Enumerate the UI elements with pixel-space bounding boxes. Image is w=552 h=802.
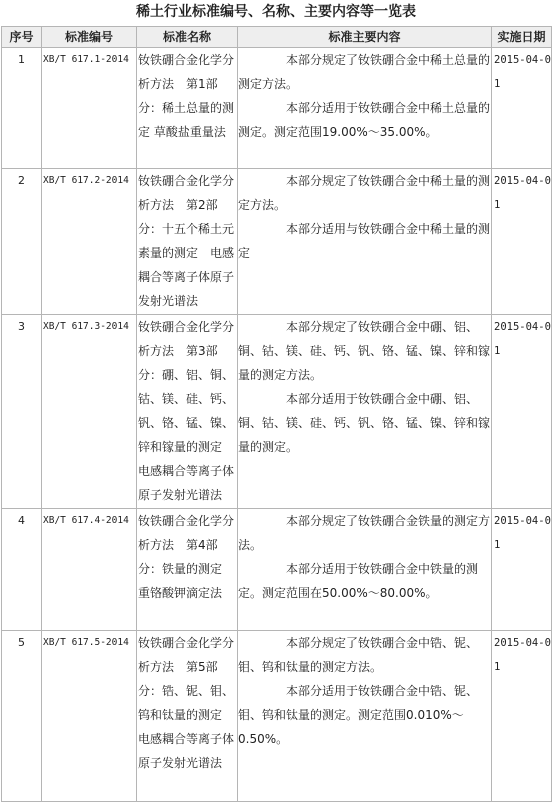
standard-content	[238, 169, 492, 315]
standard-name: 钕铁硼合金化学分析方法 第2部分：十五个稀土元素量的测定 电感耦合等离子体原子发射光谱法	[137, 169, 238, 315]
standard-name: 钕铁硼合金化学分析方法 第3部分：硼、铝、铜、钴、镁、硅、钙、钒、铬、锰、镍、锌和镓量的测定 电感耦合等离子体原子发射光谱法	[137, 315, 238, 509]
standard-code: XB/T 617.1-2014	[42, 48, 137, 169]
standard-code: XB/T 617.4-2014	[42, 509, 137, 631]
page-title: 稀土行业标准编号、名称、主要内容等一览表	[136, 4, 416, 20]
header-date: 实施日期	[492, 27, 552, 48]
effective-date: 2015-04-01	[492, 315, 552, 509]
table-row	[2, 509, 552, 631]
standard-code: XB/T 617.3-2014	[42, 315, 137, 509]
content-paragraph: 本部分规定了钕铁硼合金中稀土量的测定方法。	[238, 174, 491, 212]
table-row	[2, 48, 552, 169]
standard-content	[238, 315, 492, 509]
content-paragraph: 本部分适用于钕铁硼合金中硼、铝、铜、钴、镁、硅、钙、钒、铬、锰、镍、锌和镓量的测定。	[238, 392, 491, 454]
header-index: 序号	[2, 27, 42, 48]
standard-content	[238, 631, 492, 802]
standard-name: 钕铁硼合金化学分析方法 第5部分：锆、铌、钼、钨和钛量的测定 电感耦合等离子体原子发射光谱法	[137, 631, 238, 802]
content-paragraph: 本部分适用于钕铁硼合金中稀土总量的测定。测定范围19.00%～35.00%。	[238, 101, 491, 139]
effective-date: 2015-04-01	[492, 509, 552, 631]
content-paragraph: 本部分适用于钕铁硼合金中铁量的测定。测定范围在50.00%～80.00%。	[238, 562, 479, 600]
content-paragraph: 本部分适用与钕铁硼合金中稀土量的测定	[238, 222, 491, 260]
table-row	[2, 169, 552, 315]
standard-name: 钕铁硼合金化学分析方法 第4部分：铁量的测定 重铬酸钾滴定法	[137, 509, 238, 631]
standard-content	[238, 509, 492, 631]
content-paragraph: 本部分规定了钕铁硼合金铁量的测定方法。	[238, 514, 491, 552]
effective-date: 2015-04-01	[492, 631, 552, 802]
content-paragraph: 本部分规定了钕铁硼合金中稀土总量的测定方法。	[238, 53, 491, 91]
standard-name: 钕铁硼合金化学分析方法 第1部分：稀土总量的测定 草酸盐重量法	[137, 48, 238, 169]
table-row	[2, 631, 552, 802]
row-index: 2	[2, 169, 42, 315]
standard-code: XB/T 617.5-2014	[42, 631, 137, 802]
header-name: 标准名称	[137, 27, 238, 48]
table-header-row	[2, 27, 552, 48]
effective-date: 2015-04-01	[492, 169, 552, 315]
content-paragraph: 本部分适用于钕铁硼合金中锆、铌、钼、钨和钛量的测定。测定范围0.010%～0.50%。	[238, 684, 479, 746]
header-content: 标准主要内容	[238, 27, 492, 48]
standards-table	[1, 26, 552, 802]
content-paragraph: 本部分规定了钕铁硼合金中硼、铝、铜、钴、镁、硅、钙、钒、铬、锰、镍、锌和镓量的测定方法。	[238, 320, 491, 382]
standard-content	[238, 48, 492, 169]
standard-code: XB/T 617.2-2014	[42, 169, 137, 315]
table-row	[2, 315, 552, 509]
row-index: 1	[2, 48, 42, 169]
header-code: 标准编号	[42, 27, 137, 48]
content-paragraph: 本部分规定了钕铁硼合金中锆、铌、钼、钨和钛量的测定方法。	[238, 636, 479, 674]
row-index: 5	[2, 631, 42, 802]
effective-date: 2015-04-01	[492, 48, 552, 169]
row-index: 4	[2, 509, 42, 631]
row-index: 3	[2, 315, 42, 509]
